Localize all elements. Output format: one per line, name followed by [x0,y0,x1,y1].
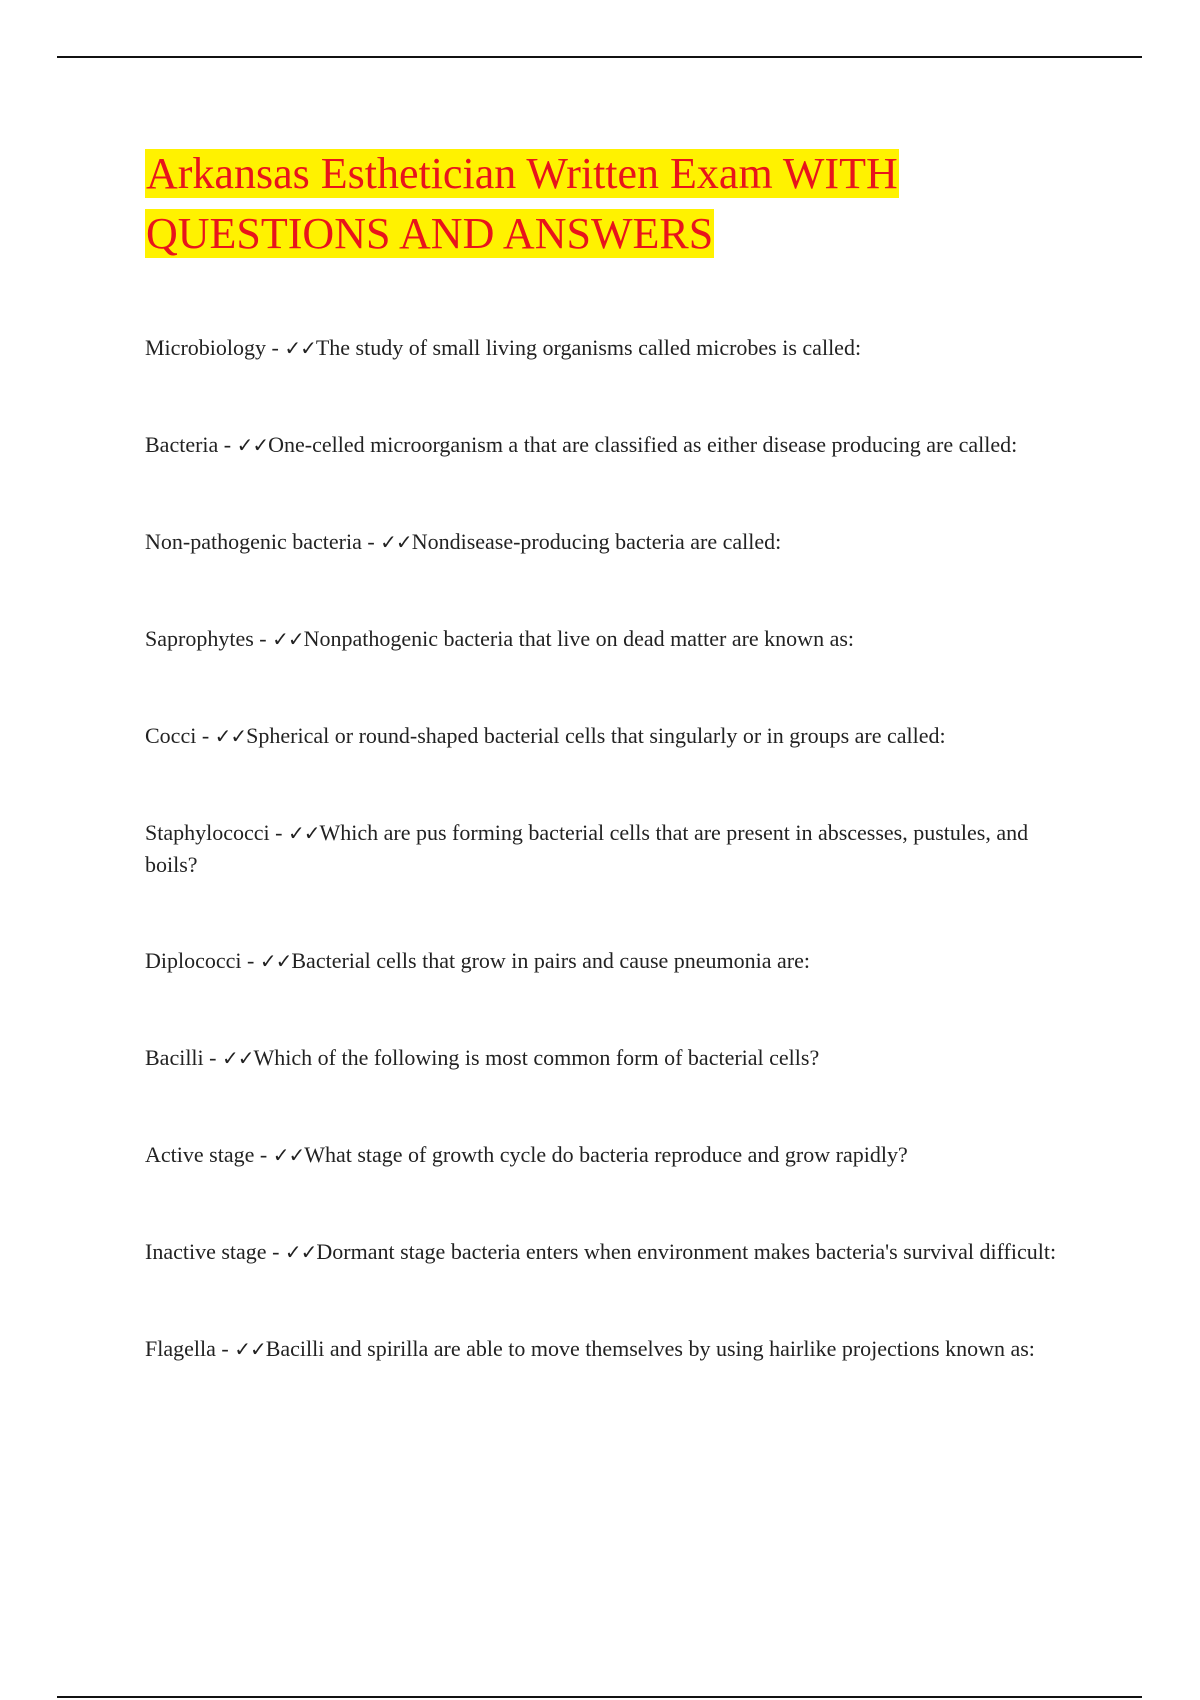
entry-question: Bacterial cells that grow in pairs and cause pneumonia are: [291,948,811,973]
qa-entry: Diplococci - ✓✓Bacterial cells that grow in pairs and cause pneumonia are: [145,948,811,973]
document-body [145,144,1065,1430]
qa-entry: Non-pathogenic bacteria - ✓✓Nondisease-producing bacteria are called: [145,529,782,554]
qa-entry: Staphylococci - ✓✓Which are pus forming bacterial cells that are present in abscesses, pustules, and boils? [145,820,1029,877]
title-line-2: QUESTIONS AND ANSWERS [146,209,714,258]
qa-entry: Bacteria - ✓✓One-celled microorganism a that are classified as either disease producing are called: [145,432,1018,457]
entry-term: Active stage [145,1142,255,1167]
entry-question: One-celled microorganism a that are classified as either disease producing are called: [268,432,1018,457]
qa-entry: Saprophytes - ✓✓Nonpathogenic bacteria that live on dead matter are known as: [145,626,855,651]
double-check-icon: ✓✓ [272,1143,305,1167]
double-check-icon: ✓✓ [221,1046,254,1070]
entry-term: Cocci [145,723,197,748]
entry-question: What stage of growth cycle do bacteria reproduce and grow rapidly? [304,1142,908,1167]
entry-term: Diplococci [145,948,242,973]
entry-term: Bacteria [145,432,219,457]
entry-question: Dormant stage bacteria enters when environment makes bacteria's survival difficult: [316,1239,1057,1264]
entry-term: Bacilli [145,1045,204,1070]
entry-question: Spherical or round-shaped bacterial cells that singularly or in groups are called: [246,723,946,748]
double-check-icon: ✓✓ [284,1240,317,1264]
double-check-icon: ✓✓ [259,949,292,973]
entry-term: Flagella [145,1336,216,1361]
double-check-icon: ✓✓ [284,336,316,360]
qa-entry: Inactive stage - ✓✓Dormant stage bacteria enters when environment makes bacteria's survival difficult: [145,1239,1057,1264]
double-check-icon: ✓✓ [380,530,412,554]
entry-question: Which of the following is most common form of bacterial cells? [253,1045,820,1070]
qa-entry: Cocci - ✓✓Spherical or round-shaped bacterial cells that singularly or in groups are called: [145,723,946,748]
double-check-icon: ✓✓ [272,627,304,651]
entry-term: Saprophytes [145,626,254,651]
qa-entry: Microbiology - ✓✓The study of small living organisms called microbes is called: [145,335,862,360]
entry-term: Non-pathogenic bacteria [145,529,362,554]
entry-term: Inactive stage [145,1239,267,1264]
double-check-icon: ✓✓ [236,433,269,457]
entry-term: Microbiology [145,335,266,360]
qa-entry: Flagella - ✓✓Bacilli and spirilla are able to move themselves by using hairlike projections known as: [145,1336,1035,1361]
entry-question: Which are pus forming bacterial cells that are present in abscesses, pustules, and boils? [145,820,1029,877]
double-check-icon: ✓✓ [287,821,320,845]
entry-question: Nonpathogenic bacteria that live on dead matter are known as: [303,626,855,651]
qa-entry: Active stage - ✓✓What stage of growth cycle do bacteria reproduce and grow rapidly? [145,1142,908,1167]
entry-term: Staphylococci [145,820,270,845]
top-rule [57,56,1142,58]
double-check-icon: ✓✓ [234,1337,266,1361]
entry-question: Nondisease-producing bacteria are called: [411,529,782,554]
bottom-rule [57,1696,1142,1698]
double-check-icon: ✓✓ [214,724,247,748]
entry-question: The study of small living organisms called microbes is called: [315,335,862,360]
document-title [145,144,1065,264]
title-line-1: Arkansas Esthetician Written Exam WITH [146,149,898,198]
entry-question: Bacilli and spirilla are able to move themselves by using hairlike projections known as: [265,1336,1035,1361]
qa-list [145,332,1065,1365]
qa-entry: Bacilli - ✓✓Which of the following is most common form of bacterial cells? [145,1045,820,1070]
